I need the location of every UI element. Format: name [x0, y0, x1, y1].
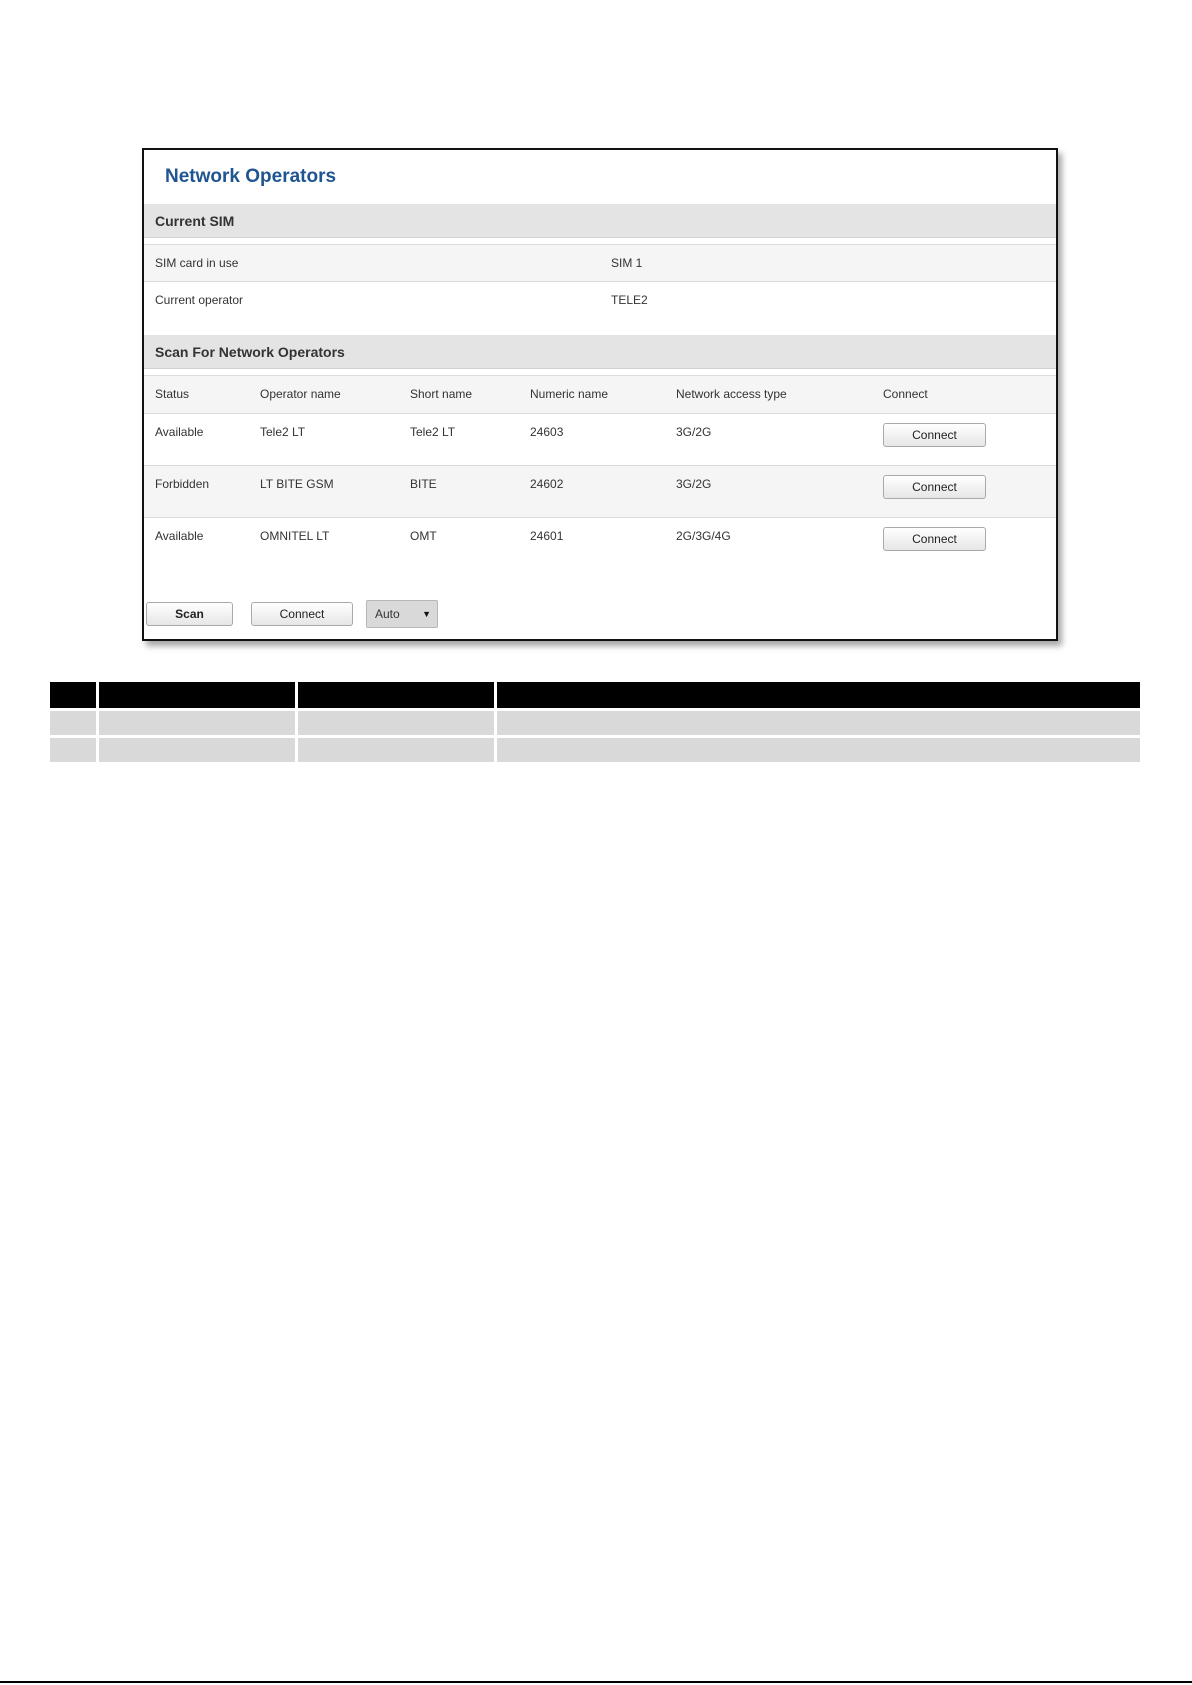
operator-numeric-name: 24601 [530, 529, 564, 543]
document-table-cell [50, 711, 96, 735]
table-row [144, 517, 1056, 569]
column-header-status: Status [155, 387, 190, 401]
operator-access-type: 2G/3G/4G [676, 529, 731, 543]
scan-section-heading: Scan For Network Operators [144, 335, 1056, 369]
network-operators-screenshot [142, 148, 1058, 641]
current-operator-value: TELE2 [611, 293, 648, 307]
document-table-row [50, 738, 1140, 762]
connect-button[interactable]: Connect [251, 602, 353, 626]
scan-button[interactable]: Scan [146, 602, 233, 626]
document-table-cell [298, 711, 494, 735]
operator-name: Tele2 LT [260, 425, 306, 439]
document-table [47, 679, 1143, 765]
operator-short-name: BITE [410, 477, 437, 491]
document-table-cell [298, 738, 494, 762]
document-table-header-cell [99, 682, 295, 708]
document-table-cell [99, 711, 295, 735]
operator-numeric-name: 24603 [530, 425, 564, 439]
operator-short-name: OMT [410, 529, 437, 543]
operator-status: Available [155, 425, 204, 439]
operator-numeric-name: 24602 [530, 477, 564, 491]
page-title: Network Operators [165, 166, 337, 187]
operator-access-type: 3G/2G [676, 477, 712, 491]
table-row [144, 413, 1056, 465]
connection-mode-value: Auto [375, 607, 400, 621]
connection-mode-select[interactable] [366, 600, 438, 628]
column-header-connect: Connect [883, 387, 928, 401]
column-header-short-name: Short name [410, 387, 473, 401]
document-table-cell [99, 738, 295, 762]
operator-name: OMNITEL LT [260, 529, 330, 543]
sim-card-label: SIM card in use [155, 256, 239, 270]
operator-status: Forbidden [155, 477, 210, 491]
current-operator-row [144, 281, 1056, 318]
operators-table-header [144, 375, 1056, 413]
dropdown-arrow-icon: ▼ [422, 609, 431, 619]
page-footer-divider [0, 1681, 1192, 1683]
document-table-header-row [50, 682, 1140, 708]
operator-status: Available [155, 529, 204, 543]
document-table-row [50, 711, 1140, 735]
connect-bite-button[interactable]: Connect [883, 475, 986, 499]
sim-card-value: SIM 1 [611, 256, 643, 270]
document-table-cell [497, 738, 1140, 762]
document-table-cell [50, 738, 96, 762]
sim-card-row [144, 244, 1056, 281]
column-header-network-access-type: Network access type [676, 387, 787, 401]
document-table-header-cell [50, 682, 96, 708]
column-header-numeric-name: Numeric name [530, 387, 609, 401]
document-table-cell [497, 711, 1140, 735]
operator-access-type: 3G/2G [676, 425, 712, 439]
connect-tele2-button[interactable]: Connect [883, 423, 986, 447]
connect-omnitel-button[interactable]: Connect [883, 527, 986, 551]
table-row [144, 465, 1056, 517]
current-operator-label: Current operator [155, 293, 244, 307]
column-header-operator-name: Operator name [260, 387, 341, 401]
operator-short-name: Tele2 LT [410, 425, 456, 439]
current-sim-section-heading: Current SIM [144, 204, 1056, 238]
operator-name: LT BITE GSM [260, 477, 334, 491]
document-table-header-cell [298, 682, 494, 708]
document-table-header-cell [497, 682, 1140, 708]
